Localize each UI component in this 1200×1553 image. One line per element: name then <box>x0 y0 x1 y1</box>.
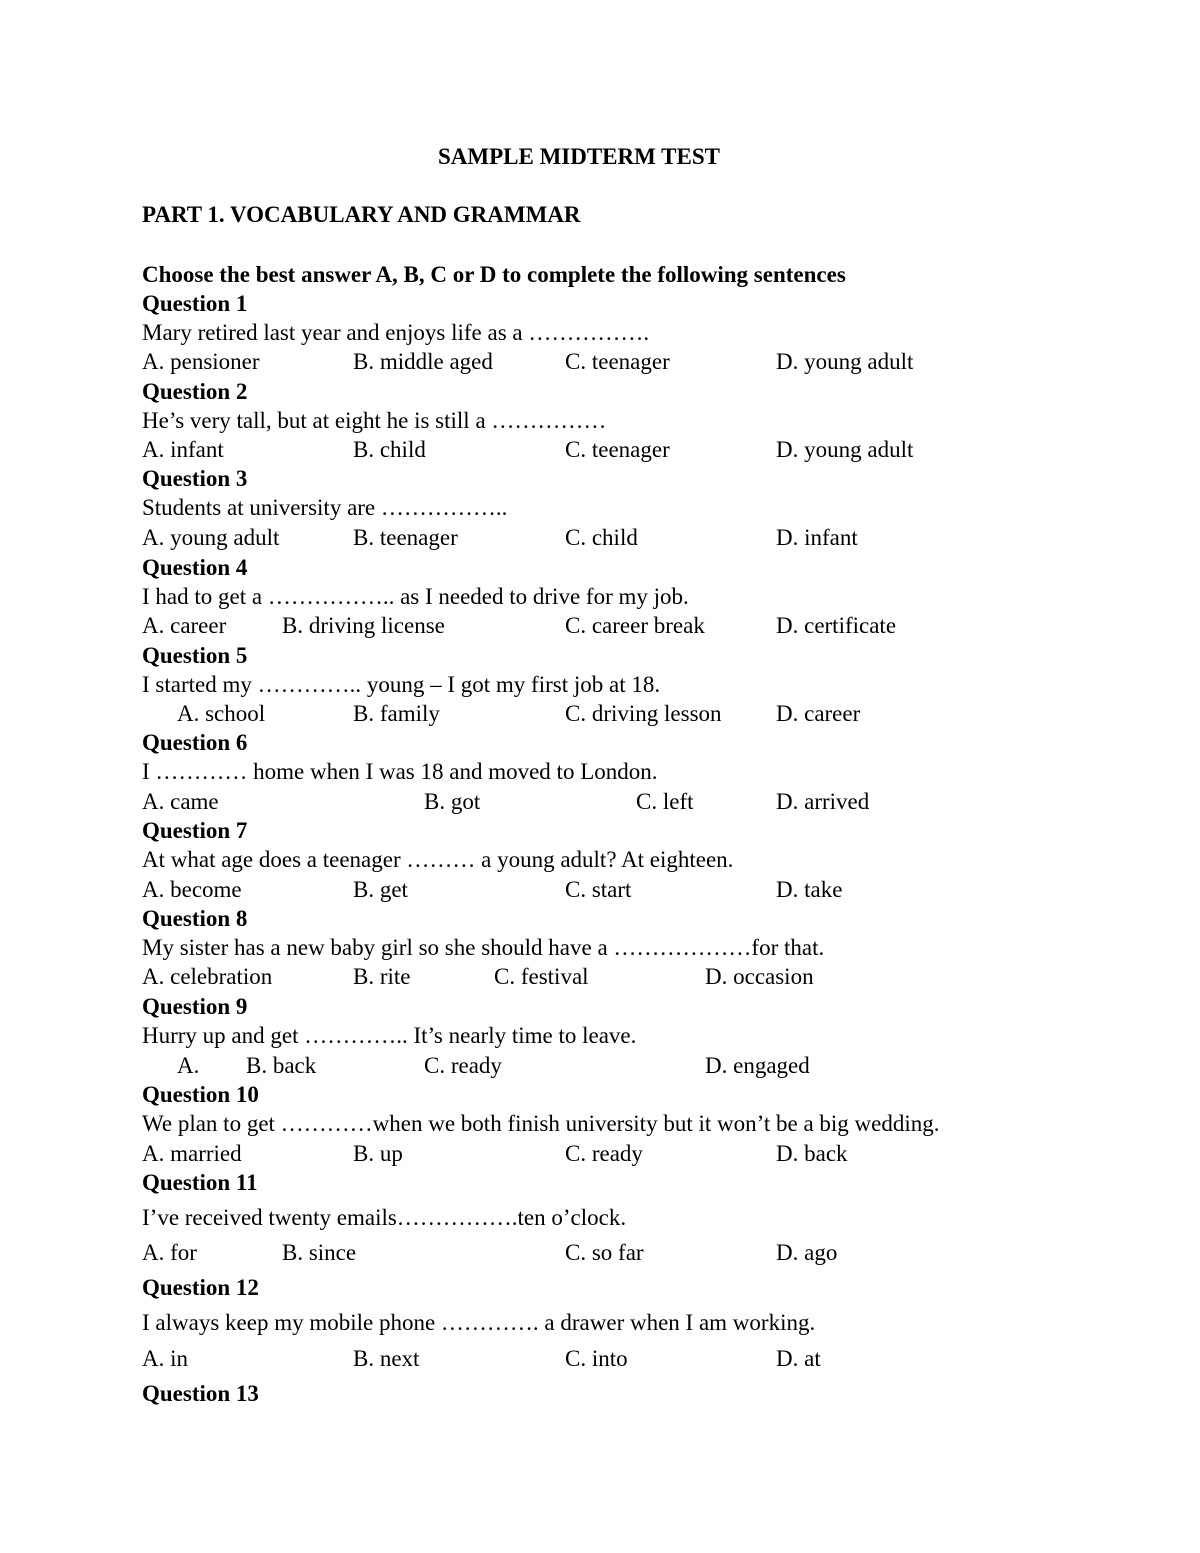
question-stem: I started my ………….. young – I got my first job at 18. <box>142 672 661 697</box>
question-stem: He’s very tall, but at eight he is still a …………… <box>142 408 607 433</box>
option-d: D. take <box>776 877 843 902</box>
option-c: C. ready <box>424 1053 502 1078</box>
question-label: Question 9 <box>142 994 248 1019</box>
question-label: Question 12 <box>142 1275 259 1300</box>
option-b: B. since <box>282 1240 357 1265</box>
option-b: B. got <box>424 789 481 814</box>
option-d: D. ago <box>776 1240 838 1265</box>
question-label: Question 5 <box>142 643 248 668</box>
question-stem: I always keep my mobile phone …………. a drawer when I am working. <box>142 1310 816 1335</box>
question-stem: I’ve received twenty emails…………….ten o’clock. <box>142 1205 627 1230</box>
option-c: C. left <box>636 789 694 814</box>
option-c: C. festival <box>494 964 589 989</box>
option-d: D. at <box>776 1346 821 1371</box>
part-heading: PART 1. VOCABULARY AND GRAMMAR <box>142 202 581 227</box>
question-stem: At what age does a teenager ……… a young adult? At eighteen. <box>142 847 734 872</box>
option-a: A. came <box>142 789 219 814</box>
option-b: B. next <box>353 1346 420 1371</box>
option-a: A. become <box>142 877 242 902</box>
question-stem: My sister has a new baby girl so she should have a ………………for that. <box>142 935 825 960</box>
option-b: B. child <box>353 437 426 462</box>
option-c: C. ready <box>565 1141 643 1166</box>
option-b: B. teenager <box>353 525 458 550</box>
option-a: A. <box>177 1053 200 1078</box>
option-a: A. celebration <box>142 964 273 989</box>
question-label: Question 10 <box>142 1082 259 1107</box>
question-label: Question 7 <box>142 818 248 843</box>
option-d: D. arrived <box>776 789 870 814</box>
option-b: B. up <box>353 1141 403 1166</box>
option-c: C. teenager <box>565 437 670 462</box>
option-c: C. so far <box>565 1240 644 1265</box>
option-c: C. career break <box>565 613 705 638</box>
option-b: B. middle aged <box>353 349 493 374</box>
option-d: D. career <box>776 701 861 726</box>
option-d: D. engaged <box>705 1053 810 1078</box>
option-a: A. in <box>142 1346 188 1371</box>
option-c: C. into <box>565 1346 628 1371</box>
option-c: C. driving lesson <box>565 701 722 726</box>
option-a: A. infant <box>142 437 224 462</box>
option-d: D. certificate <box>776 613 897 638</box>
option-a: A. married <box>142 1141 242 1166</box>
option-b: B. rite <box>353 964 411 989</box>
question-stem: I ………… home when I was 18 and moved to London. <box>142 759 658 784</box>
option-b: B. get <box>353 877 408 902</box>
question-stem: I had to get a …………….. as I needed to drive for my job. <box>142 584 689 609</box>
option-c: C. start <box>565 877 632 902</box>
option-c: C. child <box>565 525 638 550</box>
question-label: Question 3 <box>142 466 248 491</box>
question-label: Question 2 <box>142 379 248 404</box>
instructions: Choose the best answer A, B, C or D to complete the following sentences <box>142 262 846 287</box>
option-b: B. family <box>353 701 440 726</box>
option-d: D. young adult <box>776 349 914 374</box>
question-stem: Students at university are …………….. <box>142 495 508 520</box>
question-label: Question 8 <box>142 906 248 931</box>
option-d: D. occasion <box>705 964 814 989</box>
option-a: A. school <box>177 701 266 726</box>
option-d: D. young adult <box>776 437 914 462</box>
question-label: Question 4 <box>142 555 248 580</box>
page-title: SAMPLE MIDTERM TEST <box>437 144 720 169</box>
question-label: Question 11 <box>142 1170 258 1195</box>
question-stem: Hurry up and get ………….. It’s nearly time to leave. <box>142 1023 637 1048</box>
option-a: A. pensioner <box>142 349 260 374</box>
question-stem: Mary retired last year and enjoys life as a ……………. <box>142 320 650 345</box>
option-c: C. teenager <box>565 349 670 374</box>
question-label: Question 1 <box>142 291 248 316</box>
option-a: A. career <box>142 613 227 638</box>
option-b: B. driving license <box>282 613 445 638</box>
option-b: B. back <box>246 1053 317 1078</box>
option-d: D. infant <box>776 525 858 550</box>
question-label: Question 13 <box>142 1381 259 1406</box>
question-label: Question 6 <box>142 730 248 755</box>
option-d: D. back <box>776 1141 848 1166</box>
option-a: A. young adult <box>142 525 280 550</box>
question-stem: We plan to get …………when we both finish university but it won’t be a big wedding. <box>142 1111 940 1136</box>
option-a: A. for <box>142 1240 197 1265</box>
